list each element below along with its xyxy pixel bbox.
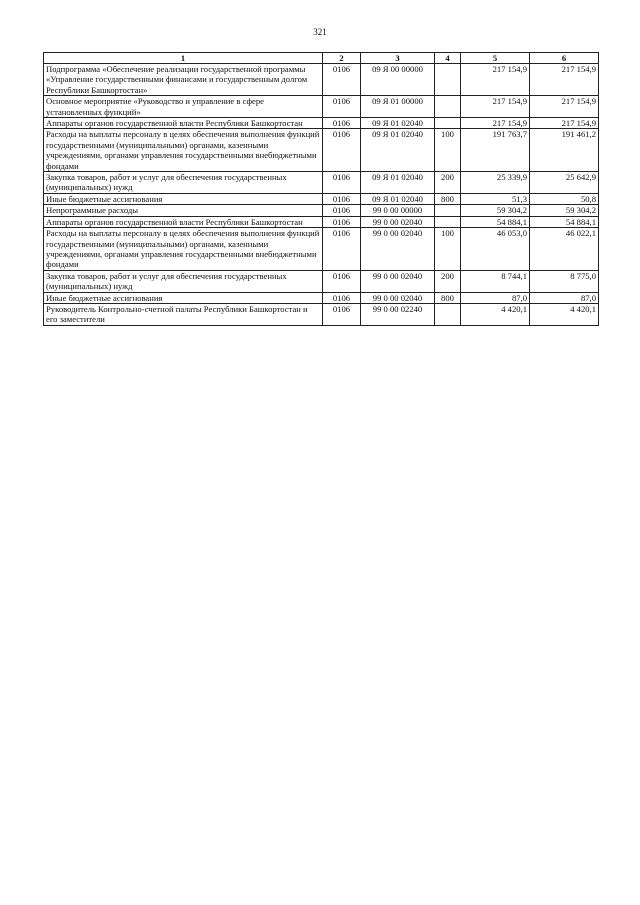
row-value-6: 217 154,9: [530, 118, 599, 129]
row-value-6: 59 304,2: [530, 205, 599, 216]
row-target-code: 09 Я 00 00000: [361, 64, 435, 96]
row-value-5: 191 763,7: [461, 129, 530, 172]
row-target-code: 09 Я 01 02040: [361, 118, 435, 129]
row-target-code: 09 Я 01 02040: [361, 193, 435, 204]
table-row: [44, 172, 599, 194]
row-name: Руководитель Контрольно-счетной палаты Республики Башкортостан и его заместители: [44, 303, 323, 325]
table-row: [44, 292, 599, 303]
row-expense-type: [435, 205, 461, 216]
header-col-3: 3: [361, 53, 435, 64]
row-target-code: 99 0 00 02040: [361, 216, 435, 227]
row-target-code: 09 Я 01 02040: [361, 172, 435, 194]
budget-table: [43, 52, 599, 326]
row-expense-type: 100: [435, 228, 461, 271]
row-value-6: 217 154,9: [530, 64, 599, 96]
row-expense-type: 200: [435, 270, 461, 292]
row-name: Основное мероприятие «Руководство и управление в сфере установленных функций»: [44, 96, 323, 118]
table-header: [44, 53, 599, 64]
header-col-2: 2: [323, 53, 361, 64]
row-section: 0106: [323, 193, 361, 204]
row-target-code: 99 0 00 02240: [361, 303, 435, 325]
row-value-6: 25 642,9: [530, 172, 599, 194]
table-row: [44, 205, 599, 216]
row-target-code: 99 0 00 02040: [361, 228, 435, 271]
row-value-5: 217 154,9: [461, 64, 530, 96]
row-section: 0106: [323, 96, 361, 118]
row-section: 0106: [323, 129, 361, 172]
row-name: Расходы на выплаты персоналу в целях обеспечения выполнения функций государственными (муниципальными) органами, казенными учреждениями, органами управления государственными внебюджетными фондами: [44, 129, 323, 172]
row-value-5: 51,3: [461, 193, 530, 204]
header-row: [44, 53, 599, 64]
table-body: [44, 64, 599, 326]
row-value-5: 87,0: [461, 292, 530, 303]
row-expense-type: 200: [435, 172, 461, 194]
row-section: 0106: [323, 270, 361, 292]
row-value-6: 191 461,2: [530, 129, 599, 172]
row-section: 0106: [323, 228, 361, 271]
header-col-1: 1: [44, 53, 323, 64]
row-value-5: 59 304,2: [461, 205, 530, 216]
row-value-6: 4 420,1: [530, 303, 599, 325]
row-target-code: 09 Я 01 02040: [361, 129, 435, 172]
row-section: 0106: [323, 64, 361, 96]
table-row: [44, 303, 599, 325]
table-row: [44, 193, 599, 204]
table-row: [44, 228, 599, 271]
row-value-5: 54 884,1: [461, 216, 530, 227]
table-row: [44, 64, 599, 96]
page-number: 321: [313, 27, 327, 37]
row-name: Непрограммные расходы: [44, 205, 323, 216]
row-expense-type: [435, 64, 461, 96]
row-target-code: 09 Я 01 00000: [361, 96, 435, 118]
row-value-6: 217 154,9: [530, 96, 599, 118]
table-row: [44, 96, 599, 118]
row-expense-type: [435, 216, 461, 227]
row-name: Аппараты органов государственной власти Республики Башкортостан: [44, 216, 323, 227]
row-target-code: 99 0 00 02040: [361, 292, 435, 303]
row-expense-type: [435, 118, 461, 129]
row-section: 0106: [323, 303, 361, 325]
row-section: 0106: [323, 118, 361, 129]
row-expense-type: 800: [435, 292, 461, 303]
row-name: Закупка товаров, работ и услуг для обеспечения государственных (муниципальных) нужд: [44, 172, 323, 194]
row-value-5: 25 339,9: [461, 172, 530, 194]
row-expense-type: [435, 303, 461, 325]
row-value-5: 217 154,9: [461, 118, 530, 129]
table-row: [44, 270, 599, 292]
row-name: Расходы на выплаты персоналу в целях обеспечения выполнения функций государственными (муниципальными) органами, казенными учреждениями, органами управления государственными внебюджетными фондами: [44, 228, 323, 271]
row-expense-type: [435, 96, 461, 118]
row-name: Закупка товаров, работ и услуг для обеспечения государственных (муниципальных) нужд: [44, 270, 323, 292]
row-target-code: 99 0 00 02040: [361, 270, 435, 292]
row-section: 0106: [323, 172, 361, 194]
table-row: [44, 216, 599, 227]
row-value-5: 4 420,1: [461, 303, 530, 325]
row-name: Подпрограмма «Обеспечение реализации государственной программы «Управление государственными финансами и государственным долгом Республики Башкортостан»: [44, 64, 323, 96]
header-col-5: 5: [461, 53, 530, 64]
row-section: 0106: [323, 205, 361, 216]
table-row: [44, 118, 599, 129]
row-value-6: 50,8: [530, 193, 599, 204]
row-value-5: 46 053,0: [461, 228, 530, 271]
header-col-6: 6: [530, 53, 599, 64]
row-name: Аппараты органов государственной власти Республики Башкортостан: [44, 118, 323, 129]
row-target-code: 99 0 00 00000: [361, 205, 435, 216]
table-row: [44, 129, 599, 172]
header-col-4: 4: [435, 53, 461, 64]
row-section: 0106: [323, 292, 361, 303]
row-name: Иные бюджетные ассигнования: [44, 292, 323, 303]
row-value-5: 217 154,9: [461, 96, 530, 118]
row-value-6: 87,0: [530, 292, 599, 303]
row-value-6: 54 884,1: [530, 216, 599, 227]
row-value-6: 8 775,0: [530, 270, 599, 292]
row-expense-type: 800: [435, 193, 461, 204]
row-name: Иные бюджетные ассигнования: [44, 193, 323, 204]
row-section: 0106: [323, 216, 361, 227]
row-value-6: 46 022,1: [530, 228, 599, 271]
row-value-5: 8 744,1: [461, 270, 530, 292]
row-expense-type: 100: [435, 129, 461, 172]
